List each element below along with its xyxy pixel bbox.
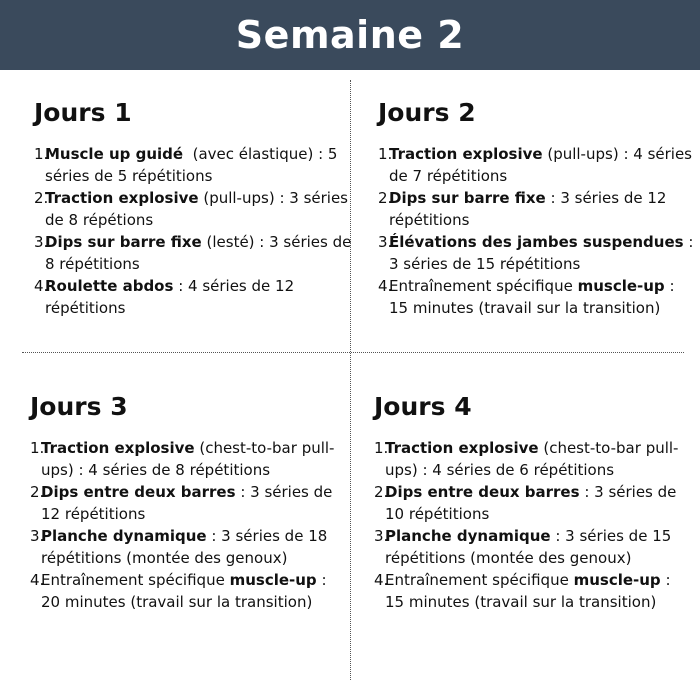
exercise-item: 2. Dips entre deux barres : 3 séries de 12 répétitions [30,483,333,523]
exercise-item: 4. Roulette abdos : 4 séries de 12 répétitions [34,277,295,317]
page-header [0,0,700,70]
day-4-section [374,392,692,613]
horizontal-divider [22,352,684,353]
day-2-title: Jours 2 [378,98,476,127]
exercise-item: 4. Entraînement spécifique muscle-up : 15 minutes (travail sur la transition) [378,277,675,317]
day-2-exercise-list [378,143,696,319]
day-3-section [30,392,348,613]
exercise-item: 1. Traction explosive (chest-to-bar pull-ups) : 4 séries de 6 répétitions [374,439,679,479]
workout-grid [0,70,700,700]
day-1-exercise-list [34,143,352,319]
page-title: Semaine 2 [235,13,465,57]
day-4-exercise-list [374,437,692,613]
day-2-section [378,98,696,319]
exercise-item: 1. Traction explosive (pull-ups) : 4 séries de 7 répétitions [378,145,692,185]
day-1-title: Jours 1 [34,98,132,127]
day-3-exercise-list [30,437,348,613]
exercise-item: 2. Dips entre deux barres : 3 séries de 10 répétitions [374,483,677,523]
exercise-item: 4. Entraînement spécifique muscle-up : 15 minutes (travail sur la transition) [374,571,671,611]
exercise-item: 3. Élévations des jambes suspendues : 3 séries de 15 répétitions [378,233,694,273]
day-3-title: Jours 3 [30,392,128,421]
exercise-item: 3. Dips sur barre fixe (lesté) : 3 séries de 8 répétitions [34,233,352,273]
exercise-item: 2. Dips sur barre fixe : 3 séries de 12 répétitions [378,189,667,229]
exercise-item: 3. Planche dynamique : 3 séries de 15 répétitions (montée des genoux) [374,527,672,567]
exercise-item: 1. Traction explosive (chest-to-bar pull-ups) : 4 séries de 8 répétitions [30,439,335,479]
exercise-item: 2. Traction explosive (pull-ups) : 3 séries de 8 répétions [34,189,348,229]
day-4-title: Jours 4 [374,392,472,421]
exercise-item: 4. Entraînement spécifique muscle-up : 20 minutes (travail sur la transition) [30,571,327,611]
exercise-item: 1. Muscle up guidé (avec élastique) : 5 séries de 5 répétitions [34,145,343,185]
day-1-section [34,98,352,319]
exercise-item: 3. Planche dynamique : 3 séries de 18 répétitions (montée des genoux) [30,527,328,567]
